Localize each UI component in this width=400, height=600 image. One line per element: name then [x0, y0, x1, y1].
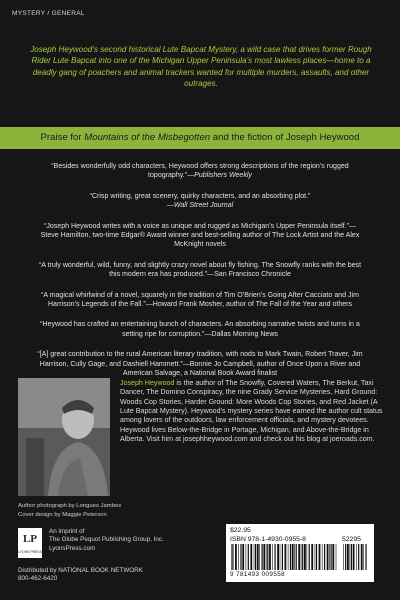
- barcode-bar: [351, 544, 352, 570]
- barcode-bar: [347, 544, 349, 570]
- barcode-bar: [356, 544, 357, 570]
- cover-credits: [18, 502, 121, 519]
- barcode-bar: [363, 544, 364, 570]
- barcode-bar: [358, 544, 359, 570]
- barcode-bar: [266, 544, 267, 570]
- book-blurb: Joseph Heywood’s second historical Lute Bapcat Mystery, a wild case that drives former Rough Rider Lute Bapcat into one of the Michigan Upper Peninsula’s most lawless places—home to a deadly gang of poachers and animal trackers wanted for multiple murders, assaults, and other outrages.: [30, 45, 372, 89]
- barcode-bar: [302, 544, 303, 570]
- review-quote: “Heywood has crafted an entertaining bunch of characters. An absorbing narrative twists and turns in a setting ripe for corruption.”—Dallas Morning News: [40, 321, 360, 338]
- barcode-bar: [267, 544, 268, 570]
- distributor-phone: 800-462-6420: [18, 575, 58, 583]
- publisher-imprint: [49, 528, 164, 553]
- photo-credit: Author photograph by Longues Jambes: [18, 503, 122, 509]
- price-barcode: [342, 544, 370, 570]
- barcode-bar: [316, 544, 317, 570]
- barcode-bar: [332, 544, 334, 570]
- author-bio-text: is the author of The Snowfly, Covered Waters, The Berkut, Taxi Dancer, The Domino Conspiracy, the nine Grady Service Mysteries, Hard Ground: Woods Cop Stories, Harder Ground: More Woods Cop Stories, and Red Jacket (A Lute Bapcat Mystery). Heywood’s mystery series have earned the author cult status among lovers of the outdoors, law enforcement officials, and mystery devotees. Heywood lives Below-the-Bridge in Portage, Michigan, and Above-the-Bridge in Alberta. Visit him at josephheywood.com and check out his blog at joeroads.com.: [120, 379, 383, 444]
- barcode-bar: [298, 544, 300, 570]
- review-quote: “Joseph Heywood writes with a voice as unique and rugged as Michigan’s Upper Peninsula itself.”—Steve Hamilton, two-time Edgar® Award winner and best-selling author of The Lock Artist and the Alex McKnight novels: [40, 222, 360, 249]
- quote-source: Publishers Weekly: [194, 172, 252, 180]
- praise-heading: [0, 132, 400, 143]
- barcode-bar: [275, 544, 276, 570]
- barcode-panel: [226, 524, 374, 582]
- barcode-bar: [329, 544, 330, 570]
- imprint-website: LyonsPress.com: [49, 544, 96, 552]
- barcode-bar: [263, 544, 265, 570]
- isbn-barcode: [230, 544, 338, 570]
- barcode-bar: [296, 544, 297, 570]
- barcode-number: 9 781493 009558: [230, 571, 286, 578]
- author-name: Joseph Heywood: [120, 379, 175, 387]
- barcode-bar: [254, 544, 255, 570]
- barcode-bar: [301, 544, 302, 570]
- barcode-bar: [309, 544, 310, 570]
- praise-suffix: and the fiction of Joseph Heywood: [210, 132, 360, 143]
- barcode-bar: [238, 544, 239, 570]
- barcode-bar: [240, 544, 241, 570]
- logo-monogram: LP: [22, 533, 38, 545]
- author-bio: [120, 379, 386, 444]
- barcode-bar: [282, 544, 283, 570]
- barcode-bar: [327, 544, 329, 570]
- praise-book-title: Mountains of the Misbegotten: [84, 132, 211, 143]
- barcode-bar: [232, 544, 233, 570]
- barcode-bar: [255, 544, 256, 570]
- barcode-bar: [350, 544, 351, 570]
- barcode-bar: [272, 544, 273, 570]
- imprint-line: An imprint of: [49, 528, 85, 535]
- barcode-bar: [307, 544, 308, 570]
- lyons-press-logo: [18, 528, 42, 558]
- barcode-bar: [324, 544, 325, 570]
- review-quote: “A magical whirlwind of a novel, squarely in the tradition of Tim O’Brien’s Going After Cacciato and Jim Harrison’s Legends of the Fall.”—Howard Frank Mosher, author of The Fall of the Year and others: [41, 291, 359, 309]
- barcode-bar: [319, 544, 321, 570]
- author-photo-image: [18, 378, 110, 496]
- price-addon-code: 52295: [342, 536, 361, 543]
- barcode-bar: [280, 544, 281, 570]
- barcode-bar: [322, 544, 323, 570]
- lyons-press-logo-mark: [18, 528, 42, 558]
- logo-wordmark: LYONS PRESS: [18, 550, 42, 554]
- distributor: [18, 567, 143, 584]
- barcode-bar: [246, 544, 247, 570]
- review-quote: [35, 162, 365, 181]
- barcode-bar: [336, 544, 337, 570]
- barcode-bar: [285, 544, 287, 570]
- barcode-bar: [292, 544, 294, 570]
- price-label: $22.95: [230, 527, 251, 534]
- barcode-bar: [257, 544, 259, 570]
- distributor-name: Distributed by NATIONAL BOOK NETWORK: [18, 567, 143, 574]
- barcode-bar: [345, 544, 346, 570]
- barcode-bar: [277, 544, 279, 570]
- barcode-bar: [315, 544, 316, 570]
- barcode-bar: [250, 544, 252, 570]
- quote-text: “Crisp writing, great scenery, quirky characters, and an absorbing plot.”: [89, 192, 311, 200]
- author-photo: [18, 378, 110, 496]
- design-credit: Cover design by Maggie Peterson: [18, 511, 107, 518]
- imprint-publisher: The Globe Pequot Publishing Group, Inc.: [49, 536, 164, 544]
- quote-source: —Wall Street Journal: [166, 202, 234, 210]
- barcode-bar: [235, 544, 237, 570]
- review-quotes: [0, 162, 400, 390]
- review-quote: “A truly wonderful, wild, funny, and slightly crazy novel about fly fishing. The Snowfly ranks with the best this modern era has produced.”—San Francisco Chronicle: [38, 261, 362, 279]
- isbn-label: ISBN 978-1-4930-0955-8: [230, 536, 306, 543]
- barcode-bar: [365, 544, 366, 570]
- barcode-bar: [269, 544, 271, 570]
- barcode-bar: [248, 544, 249, 570]
- barcode-bar: [304, 544, 306, 570]
- barcode-bar: [294, 544, 295, 570]
- praise-prefix: Praise for: [40, 132, 85, 143]
- barcode-bar: [288, 544, 289, 570]
- barcode-bar: [311, 544, 313, 570]
- barcode-bar: [259, 544, 260, 570]
- barcode-bar: [231, 544, 232, 570]
- barcode-bar: [242, 544, 244, 570]
- category-label: MYSTERY / GENERAL: [12, 10, 85, 17]
- barcode-bar: [331, 544, 332, 570]
- barcode-bar: [343, 544, 344, 570]
- quote-text: “Besides wonderfully odd characters, Heywood offers strong descriptions of the region’s rugged topography.”—: [51, 163, 349, 180]
- barcode-bar: [290, 544, 291, 570]
- barcode-bar: [361, 544, 363, 570]
- review-quote: [35, 192, 365, 211]
- review-quote: “[A] great contribution to the rural American literary tradition, with nods to Mark Twain, Robert Traver, Jim Harrison, Cully Gage, and Dashiell Hammett.”—Bonnie Jo Campbell, author of Once Upon a River and American Salvage, a National Book Award finalist: [37, 351, 363, 378]
- barcode-bar: [262, 544, 263, 570]
- barcode-bar: [353, 544, 355, 570]
